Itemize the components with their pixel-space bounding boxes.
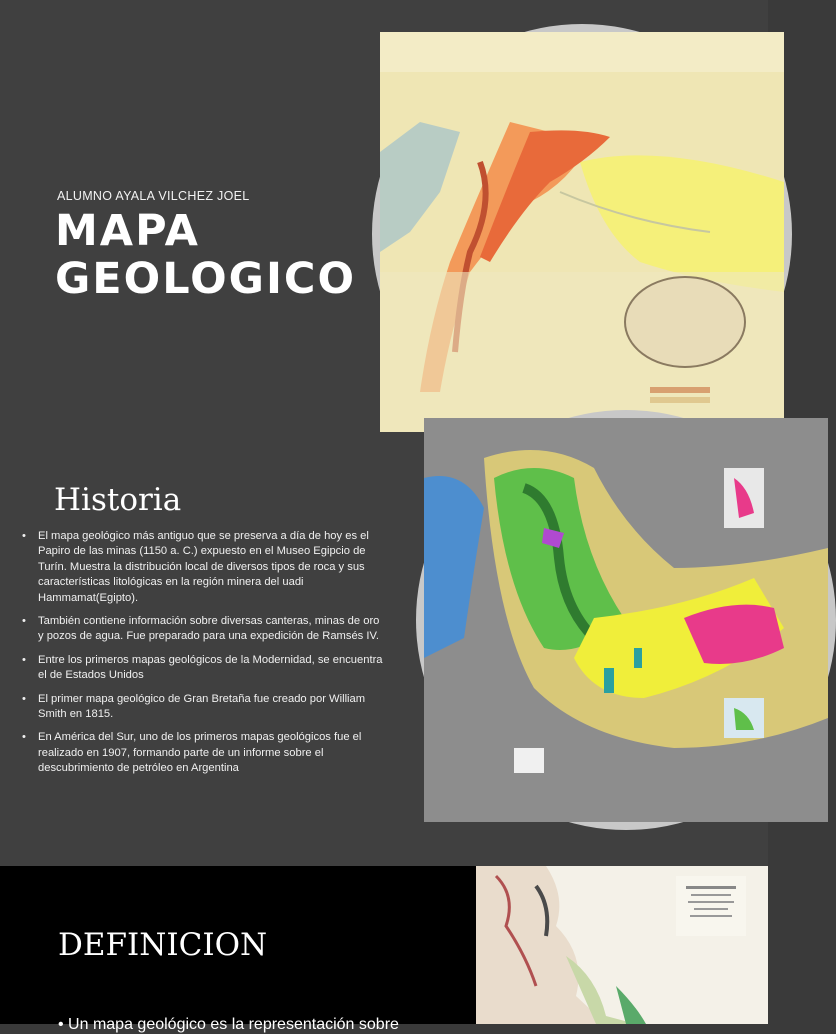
colombia-old-map-image bbox=[372, 24, 792, 444]
slide-definition bbox=[0, 866, 768, 1033]
title-line-2: GEOLOGICO bbox=[55, 254, 357, 304]
author-name: ALUMNO AYALA VILCHEZ JOEL bbox=[57, 189, 250, 203]
colombia-geologic-map-image bbox=[416, 410, 836, 830]
old-map-illustration bbox=[380, 32, 784, 436]
history-bullet: • Entre los primeros mapas geológicos de la Modernidad, se encuentra el de Estados Unidos bbox=[22, 653, 384, 684]
slide-title-heading bbox=[55, 207, 356, 303]
history-bullet: • El primer mapa geológico de Gran Bretaña fue creado por William Smith en 1815. bbox=[22, 692, 384, 723]
definition-text: • Un mapa geológico es la representación sobre bbox=[58, 1016, 399, 1033]
slide-history bbox=[0, 432, 768, 866]
history-bullet: • También contiene información sobre diversas canteras, minas de oro y pozos de agua. Fue preparado para una expedición de Ramsés IV. bbox=[22, 614, 384, 645]
geologic-map-illustration bbox=[424, 418, 828, 822]
william-smith-map-image bbox=[476, 866, 768, 1024]
history-bullet: • En América del Sur, uno de los primeros mapas geológicos fue el realizado en 1907, formando parte de un informe sobre el descubrimiento de petróleo en Argentina bbox=[22, 730, 384, 776]
history-bullet-list bbox=[22, 529, 384, 785]
definition-heading: DEFINICION bbox=[58, 927, 268, 963]
history-bullet: • El mapa geológico más antiguo que se preserva a día de hoy es el Papiro de las minas (1150 a. C.) expuesto en el Museo Egipcio de Turín. Muestra la distribución local de diversos tipos de roca y sus características litológicas en la región minera del uadi Hammamat(Egipto). bbox=[22, 529, 384, 606]
title-line-1: MAPA bbox=[55, 206, 200, 256]
slide-title bbox=[0, 0, 768, 432]
history-heading: Historia bbox=[54, 482, 182, 518]
